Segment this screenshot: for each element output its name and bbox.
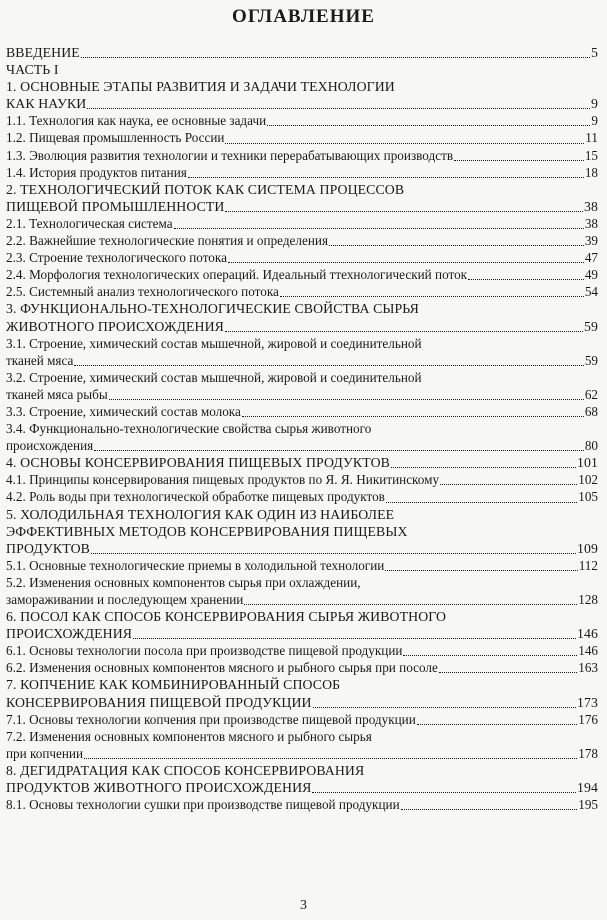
page-title: ОГЛАВЛЕНИЕ	[232, 6, 375, 27]
toc-entry	[6, 215, 598, 232]
dot-leader	[391, 466, 576, 468]
toc-entry-page: 112	[578, 557, 598, 573]
dot-leader	[225, 142, 584, 144]
dot-leader	[133, 637, 576, 639]
dot-leader	[109, 398, 584, 400]
toc-entry-label: 4.1. Принципы консервирования пищевых продуктов по Я. Я. Никитинскому	[6, 472, 440, 488]
toc-entry-page: 38	[584, 198, 598, 214]
toc-entry	[6, 112, 598, 129]
toc-entry	[6, 386, 598, 403]
toc-entry-page: 163	[578, 660, 598, 676]
toc-entry	[6, 283, 598, 300]
dot-leader	[84, 757, 577, 759]
toc-entry	[6, 694, 598, 711]
toc-entry-page: 39	[584, 233, 598, 249]
toc-entry-label: 6.2. Изменения основных компонентов мясного и рыбного сырья при посоле	[6, 660, 438, 676]
toc-entry-label: ПРОИСХОЖДЕНИЯ	[6, 626, 133, 642]
toc-entry-label: КАК НАУКИ	[6, 96, 87, 112]
toc-entry-label: 4.2. Роль воды при технологической обработке пищевых продуктов	[6, 489, 385, 505]
toc-entry-page: 15	[584, 147, 598, 163]
toc-heading-line: 3.1. Строение, химический состав мышечной, жировой и соединительной	[6, 335, 422, 351]
toc-entry	[6, 403, 598, 420]
dot-leader	[329, 244, 584, 246]
toc-entry	[6, 129, 598, 146]
toc-entry	[6, 164, 598, 181]
toc-entry	[6, 318, 598, 335]
toc-entry-page: 109	[577, 540, 598, 556]
dot-leader	[225, 330, 583, 332]
toc-entry	[6, 266, 598, 283]
toc-entry-label: 2.3. Строение технологического потока	[6, 250, 227, 266]
toc-entry	[6, 779, 598, 796]
toc-entry-label: тканей мяса	[6, 352, 74, 368]
toc-heading-line: 6. ПОСОЛ КАК СПОСОБ КОНСЕРВИРОВАНИЯ СЫРЬЯ ЖИВОТНОГО	[6, 609, 447, 625]
toc-heading-line: 3. ФУНКЦИОНАЛЬНО-ТЕХНОЛОГИЧЕСКИЕ СВОЙСТВА СЫРЬЯ	[6, 301, 419, 317]
toc-entry-page: 146	[578, 643, 598, 659]
dot-leader	[280, 295, 584, 297]
toc-entry-label: ПРОДУКТОВ	[6, 540, 90, 556]
dot-leader	[468, 278, 584, 280]
toc-entry	[6, 745, 598, 762]
dot-leader	[267, 124, 590, 126]
toc-entry	[6, 659, 598, 676]
dot-leader	[225, 210, 583, 212]
toc-entry-label: 2.2. Важнейшие технологические понятия и определения	[6, 233, 329, 249]
toc-entry-label: 4. ОСНОВЫ КОНСЕРВИРОВАНИЯ ПИЩЕВЫХ ПРОДУКТОВ	[6, 455, 390, 471]
toc-entry-page: 68	[584, 403, 598, 419]
toc-entry	[6, 44, 598, 61]
dot-leader	[440, 483, 577, 485]
toc-entry-page: 59	[584, 318, 598, 334]
toc-entry-page: 102	[578, 472, 598, 488]
toc-entry-page: 101	[577, 455, 598, 471]
toc-entry-page: 59	[584, 352, 598, 368]
toc-entry-label: ПИЩЕВОЙ ПРОМЫШЛЕННОСТИ	[6, 198, 225, 214]
toc-entry-page: 194	[577, 780, 598, 796]
toc-entry	[6, 711, 598, 728]
toc-entry-page: 128	[578, 592, 598, 607]
toc-entry-label: 1.4. История продуктов питания	[6, 164, 187, 180]
toc-entry-page: 9	[591, 96, 598, 112]
toc-entry	[6, 471, 598, 488]
toc-heading-line: 3.2. Строение, химический состав мышечной, жировой и соединительной	[6, 369, 422, 385]
dot-leader	[81, 56, 590, 58]
dot-leader	[87, 107, 590, 109]
toc-entry-page: 80	[584, 438, 598, 454]
toc-entry-page: 49	[584, 267, 598, 283]
dot-leader	[174, 227, 584, 229]
toc-entry-label: 1.3. Эволюция развития технологии и техники перерабатывающих производств	[6, 147, 454, 163]
toc-heading-line: 2. ТЕХНОЛОГИЧЕСКИЙ ПОТОК КАК СИСТЕМА ПРОЦЕССОВ	[6, 181, 405, 197]
dot-leader	[242, 415, 584, 417]
toc-heading-line: 5. ХОЛОДИЛЬНАЯ ТЕХНОЛОГИЯ КАК ОДИН ИЗ НАИБОЛЕЕ	[6, 506, 395, 522]
toc-heading-line: 8. ДЕГИДРАТАЦИЯ КАК СПОСОБ КОНСЕРВИРОВАНИЯ	[6, 762, 365, 778]
toc-entry-label: 1.1. Технология как наука, ее основные задачи	[6, 113, 267, 129]
toc-heading-line: ЭФФЕКТИВНЫХ МЕТОДОВ КОНСЕРВИРОВАНИЯ ПИЩЕВЫХ	[6, 523, 408, 539]
toc-entry-label: тканей мяса рыбы	[6, 386, 108, 402]
dot-leader	[74, 364, 583, 366]
toc-entry	[6, 198, 598, 215]
dot-leader	[228, 261, 584, 263]
toc-entry-label: 8.1. Основы технологии сушки при производстве пищевой продукции	[6, 797, 400, 813]
toc-entry-label: замораживании и последующем хранении	[6, 592, 244, 607]
toc-entry-label: при копчении	[6, 745, 84, 761]
toc-entry-label: 7.1. Основы технологии копчения при производстве пищевой продукции	[6, 711, 416, 727]
toc-entry	[6, 147, 598, 164]
toc-entry	[6, 591, 598, 608]
dot-leader	[312, 791, 576, 793]
toc-entry	[6, 557, 598, 574]
toc-entry-label: 6.1. Основы технологии посола при производстве пищевой продукции	[6, 643, 403, 659]
toc-entry-label: ЖИВОТНОГО ПРОИСХОЖДЕНИЯ	[6, 318, 224, 334]
toc-entry-label: 2.4. Морфология технологических операций. Идеальный ттехнологический поток	[6, 267, 468, 283]
toc-entry-label: 3.3. Строение, химический состав молока	[6, 403, 241, 419]
toc-entry	[6, 249, 598, 266]
toc-heading-line: ЧАСТЬ I	[6, 62, 59, 78]
dot-leader	[417, 723, 577, 725]
toc-entry-page: 38	[584, 215, 598, 231]
toc-entry-page: 9	[591, 113, 598, 129]
toc-entry	[6, 540, 598, 557]
toc-entry	[6, 437, 598, 454]
toc-entry-page: 62	[584, 386, 598, 402]
toc-heading-line: 7.2. Изменения основных компонентов мясного и рыбного сырья	[6, 728, 372, 744]
toc-entry	[6, 454, 598, 471]
toc-entry-page: 5	[591, 45, 598, 60]
toc-entry-page: 18	[584, 164, 598, 180]
dot-leader	[313, 706, 576, 708]
toc-heading-line: 1. ОСНОВНЫЕ ЭТАПЫ РАЗВИТИЯ И ЗАДАЧИ ТЕХНОЛОГИИ	[6, 79, 395, 95]
toc-entry	[6, 95, 598, 112]
dot-leader	[91, 552, 576, 554]
dot-leader	[94, 449, 584, 451]
dot-leader	[439, 671, 577, 673]
toc-entry-page: 195	[578, 797, 598, 813]
toc-heading-line: 7. КОПЧЕНИЕ КАК КОМБИНИРОВАННЫЙ СПОСОБ	[6, 677, 341, 693]
toc-heading-line: 5.2. Изменения основных компонентов сырья при охлаждении,	[6, 574, 361, 590]
toc-entry-label: ПРОДУКТОВ ЖИВОТНОГО ПРОИСХОЖДЕНИЯ	[6, 780, 312, 796]
toc-entry-label: происхождения	[6, 438, 94, 454]
dot-leader	[385, 569, 577, 571]
dot-leader	[403, 654, 577, 656]
dot-leader	[188, 176, 584, 178]
dot-leader	[454, 159, 584, 161]
dot-leader	[401, 808, 578, 810]
toc-entry-label: 2.1. Технологическая система	[6, 215, 173, 231]
toc-entry	[6, 352, 598, 369]
toc-entry-page: 146	[577, 626, 598, 642]
toc-entry	[6, 642, 598, 659]
toc-entry	[6, 625, 598, 642]
table-of-contents	[6, 44, 598, 813]
toc-entry-page: 54	[584, 284, 598, 300]
toc-entry-page: 105	[578, 489, 598, 505]
page-number: 3	[300, 898, 307, 913]
toc-entry	[6, 232, 598, 249]
toc-entry-page: 173	[577, 694, 598, 710]
toc-entry	[6, 796, 598, 813]
toc-entry-label: 1.2. Пищевая промышленность России	[6, 130, 225, 146]
toc-entry-page: 176	[578, 711, 598, 727]
toc-entry-label: ВВЕДЕНИЕ	[6, 45, 80, 60]
toc-entry-label: 2.5. Системный анализ технологического потока	[6, 284, 279, 300]
toc-entry-page: 11	[585, 130, 598, 146]
toc-entry-page: 47	[584, 250, 598, 266]
toc-entry-label: КОНСЕРВИРОВАНИЯ ПИЩЕВОЙ ПРОДУКЦИИ	[6, 694, 312, 710]
toc-entry-page: 178	[578, 745, 598, 761]
toc-heading-line: 3.4. Функционально-технологические свойства сырья животного	[6, 421, 372, 437]
toc-entry-label: 5.1. Основные технологические приемы в холодильной технологии	[6, 557, 385, 573]
toc-entry	[6, 488, 598, 505]
dot-leader	[244, 603, 577, 605]
dot-leader	[386, 501, 577, 503]
